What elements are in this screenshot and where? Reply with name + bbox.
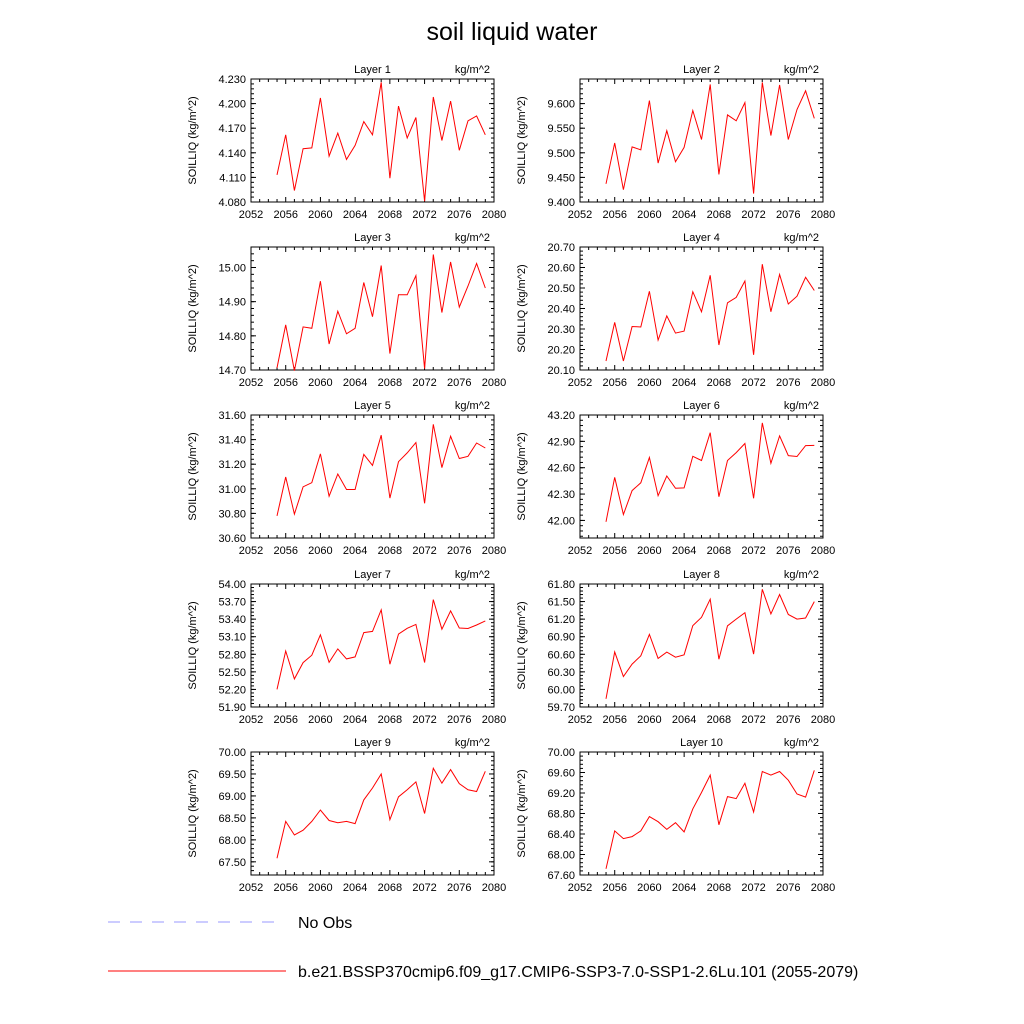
x-tick-label: 2056 <box>602 377 627 389</box>
x-tick-label: 2080 <box>810 377 836 389</box>
panel-units: kg/m^2 <box>454 64 490 76</box>
y-tick-label: 69.50 <box>218 768 246 781</box>
panel-layer-2 <box>516 64 835 221</box>
panel-layer-4 <box>516 232 835 389</box>
x-tick-label: 2072 <box>412 209 437 221</box>
y-tick-label: 67.50 <box>218 856 246 869</box>
y-tick-label: 61.50 <box>547 596 575 609</box>
y-tick-label: 30.80 <box>218 508 246 521</box>
x-tick-label: 2072 <box>741 714 766 726</box>
x-tick-label: 2080 <box>481 545 507 557</box>
y-tick-label: 31.60 <box>218 410 246 422</box>
y-tick-label: 52.80 <box>218 649 246 662</box>
series-line <box>277 768 485 858</box>
y-tick-label: 4.200 <box>218 98 246 111</box>
y-axis-label: SOILLIQ (kg/m^2) <box>187 96 199 185</box>
x-tick-label: 2076 <box>447 714 472 726</box>
x-tick-label: 2052 <box>238 545 264 557</box>
x-tick-label: 2064 <box>671 545 697 557</box>
panel-units: kg/m^2 <box>783 400 819 412</box>
x-tick-label: 2076 <box>776 882 801 894</box>
panel-layer-10 <box>516 737 835 894</box>
x-tick-label: 2072 <box>741 545 766 557</box>
x-tick-label: 2068 <box>706 714 732 726</box>
y-tick-label: 4.110 <box>219 172 246 185</box>
x-tick-label: 2068 <box>377 377 403 389</box>
x-tick-label: 2072 <box>412 377 437 389</box>
y-tick-label: 53.70 <box>218 596 246 609</box>
x-tick-label: 2076 <box>447 377 472 389</box>
panel-layer-9 <box>187 737 506 894</box>
panel-units: kg/m^2 <box>454 737 490 749</box>
plot-frame <box>580 752 823 875</box>
panel-layer-5 <box>187 400 506 557</box>
y-tick-label: 68.40 <box>547 829 575 841</box>
legend <box>108 915 858 981</box>
x-tick-label: 2080 <box>481 714 507 726</box>
y-tick-label: 42.30 <box>547 489 575 502</box>
legend-no-obs-label: No Obs <box>298 915 353 932</box>
y-tick-label: 61.20 <box>547 614 575 627</box>
plot-frame <box>251 752 494 875</box>
y-tick-label: 4.080 <box>218 197 246 209</box>
x-tick-label: 2052 <box>567 882 593 894</box>
x-tick-label: 2064 <box>342 714 368 726</box>
plot-frame <box>251 247 494 370</box>
x-tick-label: 2056 <box>273 377 298 389</box>
y-tick-label: 43.20 <box>547 410 575 422</box>
panel-title: Layer 6 <box>683 400 720 412</box>
x-tick-label: 2076 <box>447 882 472 894</box>
panel-layer-6 <box>516 400 835 557</box>
x-tick-label: 2056 <box>602 209 627 221</box>
y-tick-label: 69.60 <box>547 767 575 780</box>
y-tick-label: 31.00 <box>218 483 246 496</box>
y-tick-label: 70.00 <box>218 747 246 759</box>
panel-units: kg/m^2 <box>783 737 819 749</box>
x-tick-label: 2056 <box>602 545 627 557</box>
x-tick-label: 2056 <box>273 545 298 557</box>
plot-frame <box>580 247 823 370</box>
series-line <box>606 423 814 522</box>
x-tick-label: 2072 <box>412 714 437 726</box>
y-axis-label: SOILLIQ (kg/m^2) <box>187 601 199 690</box>
x-tick-label: 2052 <box>238 714 264 726</box>
y-tick-label: 42.60 <box>547 462 575 475</box>
plot-frame <box>251 584 494 707</box>
x-tick-label: 2076 <box>776 714 801 726</box>
panel-units: kg/m^2 <box>783 232 819 244</box>
y-axis-label: SOILLIQ (kg/m^2) <box>516 96 528 185</box>
x-tick-label: 2056 <box>273 714 298 726</box>
series-line <box>277 255 485 371</box>
series-line <box>606 82 814 193</box>
y-tick-label: 20.60 <box>547 262 575 275</box>
panel-title: Layer 7 <box>354 569 391 581</box>
legend-series-label: b.e21.BSSP370cmip6.f09_g17.CMIP6-SSP3-7.0-SSP1-2.6Lu.101 (2055-2079) <box>298 964 859 981</box>
x-tick-label: 2076 <box>776 209 801 221</box>
x-tick-label: 2080 <box>810 209 836 221</box>
y-tick-label: 9.550 <box>547 123 575 136</box>
x-tick-label: 2056 <box>602 714 627 726</box>
x-tick-label: 2080 <box>810 545 836 557</box>
x-tick-label: 2060 <box>308 714 333 726</box>
y-tick-label: 68.00 <box>218 834 246 847</box>
y-tick-label: 52.20 <box>218 684 246 697</box>
y-tick-label: 4.140 <box>218 147 246 160</box>
y-axis-label: SOILLIQ (kg/m^2) <box>187 264 199 353</box>
x-tick-label: 2064 <box>342 209 368 221</box>
y-tick-label: 4.230 <box>218 74 246 86</box>
x-tick-label: 2068 <box>706 377 732 389</box>
y-tick-label: 59.70 <box>547 702 575 714</box>
x-tick-label: 2056 <box>602 882 627 894</box>
series-line <box>606 589 814 699</box>
x-tick-label: 2080 <box>481 377 507 389</box>
x-tick-label: 2064 <box>342 882 368 894</box>
plot-frame <box>580 584 823 707</box>
y-tick-label: 30.60 <box>218 533 246 545</box>
x-tick-label: 2072 <box>741 209 766 221</box>
x-tick-label: 2064 <box>671 714 697 726</box>
x-tick-label: 2052 <box>567 714 593 726</box>
x-tick-label: 2064 <box>342 377 368 389</box>
x-tick-label: 2060 <box>308 545 333 557</box>
y-tick-label: 51.90 <box>218 702 246 714</box>
x-tick-label: 2068 <box>377 714 403 726</box>
y-tick-label: 69.00 <box>218 790 246 803</box>
y-tick-label: 68.80 <box>547 808 575 821</box>
y-axis-label: SOILLIQ (kg/m^2) <box>516 601 528 690</box>
y-tick-label: 69.20 <box>547 788 575 800</box>
panel-title: Layer 4 <box>683 232 720 244</box>
panel-units: kg/m^2 <box>783 569 819 581</box>
x-tick-label: 2060 <box>637 714 662 726</box>
x-tick-label: 2064 <box>671 882 697 894</box>
y-tick-label: 15.00 <box>218 262 246 275</box>
y-tick-label: 31.40 <box>218 434 246 447</box>
x-tick-label: 2076 <box>447 545 472 557</box>
plot-frame <box>251 415 494 538</box>
x-tick-label: 2060 <box>637 377 662 389</box>
y-tick-label: 68.50 <box>218 812 246 825</box>
x-tick-label: 2052 <box>567 377 593 389</box>
x-tick-label: 2076 <box>776 377 801 389</box>
panel-layer-7 <box>187 569 506 726</box>
x-tick-label: 2060 <box>308 377 333 389</box>
y-tick-label: 42.00 <box>547 515 575 528</box>
panel-title: Layer 2 <box>683 64 720 76</box>
panel-title: Layer 8 <box>683 569 720 581</box>
x-tick-label: 2068 <box>706 209 732 221</box>
x-tick-label: 2080 <box>810 882 836 894</box>
y-tick-label: 52.50 <box>218 666 246 679</box>
x-tick-label: 2064 <box>671 377 697 389</box>
y-tick-label: 53.40 <box>218 614 246 627</box>
y-tick-label: 42.90 <box>547 436 575 449</box>
x-tick-label: 2068 <box>706 882 732 894</box>
panel-units: kg/m^2 <box>454 569 490 581</box>
x-tick-label: 2052 <box>238 377 264 389</box>
y-tick-label: 14.80 <box>218 330 246 343</box>
y-tick-label: 68.00 <box>547 849 575 862</box>
y-tick-label: 20.40 <box>547 303 575 316</box>
x-tick-label: 2056 <box>273 209 298 221</box>
x-tick-label: 2052 <box>567 545 593 557</box>
x-tick-label: 2056 <box>273 882 298 894</box>
y-tick-label: 9.600 <box>547 98 575 111</box>
x-tick-label: 2072 <box>412 882 437 894</box>
x-tick-label: 2080 <box>481 882 507 894</box>
y-tick-label: 60.90 <box>547 631 575 644</box>
y-tick-label: 60.60 <box>547 649 575 662</box>
y-tick-label: 14.70 <box>218 365 246 377</box>
y-tick-label: 20.20 <box>547 344 575 357</box>
panel-layer-8 <box>516 569 835 726</box>
panel-title: Layer 10 <box>680 737 723 749</box>
x-tick-label: 2060 <box>637 209 662 221</box>
x-tick-label: 2064 <box>342 545 368 557</box>
panel-title: Layer 5 <box>354 400 391 412</box>
series-line <box>606 264 814 361</box>
y-tick-label: 4.170 <box>218 123 246 136</box>
x-tick-label: 2060 <box>637 882 662 894</box>
y-tick-label: 14.90 <box>218 296 246 309</box>
x-tick-label: 2052 <box>567 209 593 221</box>
y-axis-label: SOILLIQ (kg/m^2) <box>187 769 199 858</box>
y-axis-label: SOILLIQ (kg/m^2) <box>516 264 528 353</box>
y-tick-label: 20.50 <box>547 283 575 295</box>
y-tick-label: 20.10 <box>547 365 575 377</box>
x-tick-label: 2064 <box>671 209 697 221</box>
x-tick-label: 2072 <box>741 882 766 894</box>
panel-units: kg/m^2 <box>454 400 490 412</box>
y-tick-label: 67.60 <box>547 870 575 882</box>
panel-layer-1 <box>187 64 506 221</box>
y-tick-label: 70.00 <box>547 747 575 759</box>
x-tick-label: 2068 <box>377 209 403 221</box>
y-tick-label: 20.30 <box>547 324 575 336</box>
y-tick-label: 61.80 <box>547 579 575 591</box>
series-line <box>277 82 485 201</box>
series-line <box>277 600 485 690</box>
panel-title: Layer 3 <box>354 232 391 244</box>
panel-title: Layer 9 <box>354 737 391 749</box>
x-tick-label: 2072 <box>412 545 437 557</box>
figure-title: soil liquid water <box>426 18 598 46</box>
y-tick-label: 60.30 <box>547 666 575 679</box>
x-tick-label: 2080 <box>810 714 836 726</box>
x-tick-label: 2068 <box>706 545 732 557</box>
x-tick-label: 2052 <box>238 882 264 894</box>
panel-layer-3 <box>187 232 506 389</box>
y-axis-label: SOILLIQ (kg/m^2) <box>516 769 528 858</box>
series-line <box>277 424 485 516</box>
y-tick-label: 9.450 <box>547 172 575 185</box>
y-tick-label: 31.20 <box>218 459 246 472</box>
x-tick-label: 2072 <box>741 377 766 389</box>
y-tick-label: 9.400 <box>547 197 575 209</box>
x-tick-label: 2060 <box>637 545 662 557</box>
x-tick-label: 2060 <box>308 882 333 894</box>
panel-title: Layer 1 <box>354 64 391 76</box>
panel-units: kg/m^2 <box>454 232 490 244</box>
y-axis-label: SOILLIQ (kg/m^2) <box>516 432 528 521</box>
y-tick-label: 20.70 <box>547 242 575 254</box>
x-tick-label: 2080 <box>481 209 507 221</box>
y-tick-label: 60.00 <box>547 684 575 697</box>
x-tick-label: 2060 <box>308 209 333 221</box>
x-tick-label: 2068 <box>377 545 403 557</box>
x-tick-label: 2068 <box>377 882 403 894</box>
y-tick-label: 53.10 <box>218 631 246 644</box>
panel-grid <box>187 64 835 894</box>
y-tick-label: 54.00 <box>218 579 246 591</box>
series-line <box>606 770 814 868</box>
panel-units: kg/m^2 <box>783 64 819 76</box>
y-axis-label: SOILLIQ (kg/m^2) <box>187 432 199 521</box>
x-tick-label: 2076 <box>776 545 801 557</box>
x-tick-label: 2052 <box>238 209 264 221</box>
x-tick-label: 2076 <box>447 209 472 221</box>
y-tick-label: 9.500 <box>547 147 575 160</box>
plot-frame <box>580 415 823 538</box>
plot-frame <box>580 79 823 202</box>
